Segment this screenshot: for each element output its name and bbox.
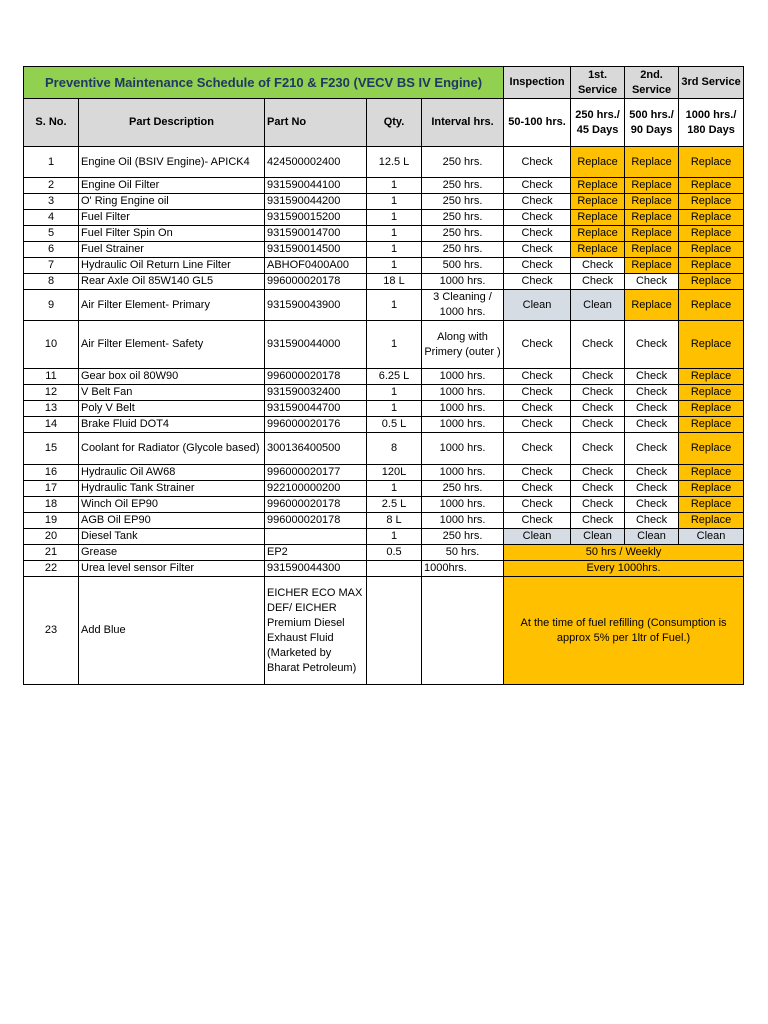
inspection-action: Check [504, 210, 571, 226]
interval: 500 hrs. [422, 258, 504, 274]
inspection-action: Check [504, 242, 571, 258]
second-service-action: Check [625, 481, 679, 497]
second-service-action: Check [625, 513, 679, 529]
quantity: 0.5 [367, 545, 422, 561]
part-number: 931590032400 [265, 385, 367, 401]
third-service-action: Replace [679, 194, 744, 210]
first-service-action: Check [571, 417, 625, 433]
interval: 1000 hrs. [422, 465, 504, 481]
second-service-action: Replace [625, 226, 679, 242]
part-description: Fuel Filter Spin On [79, 226, 265, 242]
second-service-action: Replace [625, 290, 679, 321]
quantity: 1 [367, 401, 422, 417]
quantity: 1 [367, 258, 422, 274]
part-description: Hydraulic Oil AW68 [79, 465, 265, 481]
table-row [24, 529, 744, 545]
schedule-title: Preventive Maintenance Schedule of F210 & F230 (VECV BS IV Engine) [24, 67, 504, 99]
serial-number: 13 [24, 401, 79, 417]
interval: 250 hrs. [422, 147, 504, 178]
part-number: 922100000200 [265, 481, 367, 497]
table-row [24, 497, 744, 513]
first-service-action: Check [571, 321, 625, 369]
serial-number: 18 [24, 497, 79, 513]
interval: 1000 hrs. [422, 513, 504, 529]
header-third-service: 3rd Service [679, 67, 744, 99]
table-row [24, 481, 744, 497]
interval: 1000 hrs. [422, 417, 504, 433]
table-row [24, 465, 744, 481]
serial-number: 7 [24, 258, 79, 274]
part-number: 996000020177 [265, 465, 367, 481]
table-row [24, 401, 744, 417]
table-row [24, 577, 744, 685]
third-service-action: Replace [679, 178, 744, 194]
first-service-action: Clean [571, 290, 625, 321]
inspection-action: Check [504, 147, 571, 178]
interval: 250 hrs. [422, 194, 504, 210]
quantity: 1 [367, 210, 422, 226]
interval: 1000 hrs. [422, 433, 504, 465]
inspection-action: Check [504, 497, 571, 513]
header-first-hrs: 250 hrs./ 45 Days [571, 99, 625, 147]
third-service-action: Replace [679, 321, 744, 369]
table-row [24, 545, 744, 561]
part-description: Hydraulic Oil Return Line Filter [79, 258, 265, 274]
quantity [367, 577, 422, 685]
first-service-action: Check [571, 274, 625, 290]
interval: 250 hrs. [422, 210, 504, 226]
table-row [24, 417, 744, 433]
part-number: EP2 [265, 545, 367, 561]
table-row [24, 369, 744, 385]
serial-number: 10 [24, 321, 79, 369]
header-interval: Interval hrs. [422, 99, 504, 147]
inspection-action: Check [504, 465, 571, 481]
third-service-action: Replace [679, 242, 744, 258]
serial-number: 20 [24, 529, 79, 545]
second-service-action: Check [625, 321, 679, 369]
third-service-action: Replace [679, 385, 744, 401]
quantity [367, 561, 422, 577]
service-note: Every 1000hrs. [504, 561, 744, 577]
third-service-action: Replace [679, 274, 744, 290]
interval: 1000 hrs. [422, 385, 504, 401]
quantity: 1 [367, 529, 422, 545]
quantity: 12.5 L [367, 147, 422, 178]
inspection-action: Check [504, 258, 571, 274]
interval: 250 hrs. [422, 226, 504, 242]
first-service-action: Clean [571, 529, 625, 545]
first-service-action: Replace [571, 147, 625, 178]
quantity: 1 [367, 321, 422, 369]
table-row [24, 385, 744, 401]
inspection-action: Check [504, 178, 571, 194]
inspection-action: Check [504, 513, 571, 529]
part-description: Air Filter Element- Primary [79, 290, 265, 321]
second-service-action: Check [625, 369, 679, 385]
quantity: 1 [367, 194, 422, 210]
header-inspection: Inspection [504, 67, 571, 99]
second-service-action: Check [625, 417, 679, 433]
part-number: 996000020178 [265, 274, 367, 290]
part-description: V Belt Fan [79, 385, 265, 401]
second-service-action: Check [625, 465, 679, 481]
second-service-action: Replace [625, 178, 679, 194]
table-row [24, 194, 744, 210]
table-row [24, 433, 744, 465]
part-description: Diesel Tank [79, 529, 265, 545]
maintenance-schedule-table [23, 66, 744, 685]
first-service-action: Check [571, 465, 625, 481]
part-number: 931590044100 [265, 178, 367, 194]
serial-number: 14 [24, 417, 79, 433]
third-service-action: Replace [679, 226, 744, 242]
column-header-row [24, 99, 744, 147]
part-number: 996000020178 [265, 513, 367, 529]
first-service-action: Check [571, 433, 625, 465]
quantity: 1 [367, 481, 422, 497]
part-number: 931590044700 [265, 401, 367, 417]
quantity: 0.5 L [367, 417, 422, 433]
serial-number: 16 [24, 465, 79, 481]
interval: 3 Cleaning / 1000 hrs. [422, 290, 504, 321]
first-service-action: Replace [571, 210, 625, 226]
inspection-action: Check [504, 321, 571, 369]
first-service-action: Replace [571, 178, 625, 194]
inspection-action: Clean [504, 290, 571, 321]
part-number: 931590044000 [265, 321, 367, 369]
third-service-action: Replace [679, 401, 744, 417]
table-row [24, 290, 744, 321]
interval: 250 hrs. [422, 481, 504, 497]
interval: 250 hrs. [422, 242, 504, 258]
inspection-action: Clean [504, 529, 571, 545]
serial-number: 1 [24, 147, 79, 178]
part-description: Coolant for Radiator (Glycole based) [79, 433, 265, 465]
third-service-action: Replace [679, 481, 744, 497]
first-service-action: Replace [571, 242, 625, 258]
part-number: 931590014500 [265, 242, 367, 258]
header-part-no: Part No [265, 99, 367, 147]
header-second-service: 2nd. Service [625, 67, 679, 99]
first-service-action: Check [571, 513, 625, 529]
table-row [24, 258, 744, 274]
serial-number: 8 [24, 274, 79, 290]
third-service-action: Replace [679, 497, 744, 513]
third-service-action: Replace [679, 210, 744, 226]
inspection-action: Check [504, 481, 571, 497]
part-number: 931590044200 [265, 194, 367, 210]
table-row [24, 147, 744, 178]
quantity: 1 [367, 226, 422, 242]
part-number: ABHOF0400A00 [265, 258, 367, 274]
serial-number: 4 [24, 210, 79, 226]
second-service-action: Check [625, 433, 679, 465]
part-description: Rear Axle Oil 85W140 GL5 [79, 274, 265, 290]
part-description: Air Filter Element- Safety [79, 321, 265, 369]
second-service-action: Replace [625, 242, 679, 258]
first-service-action: Check [571, 385, 625, 401]
quantity: 1 [367, 290, 422, 321]
quantity: 1 [367, 242, 422, 258]
interval: 250 hrs. [422, 529, 504, 545]
serial-number: 3 [24, 194, 79, 210]
part-number: 996000020178 [265, 497, 367, 513]
interval: 1000hrs. [422, 561, 504, 577]
table-row [24, 321, 744, 369]
quantity: 6.25 L [367, 369, 422, 385]
inspection-action: Check [504, 226, 571, 242]
third-service-action: Replace [679, 433, 744, 465]
serial-number: 11 [24, 369, 79, 385]
first-service-action: Check [571, 481, 625, 497]
serial-number: 5 [24, 226, 79, 242]
first-service-action: Check [571, 369, 625, 385]
inspection-action: Check [504, 274, 571, 290]
second-service-action: Replace [625, 147, 679, 178]
quantity: 1 [367, 385, 422, 401]
third-service-action: Replace [679, 417, 744, 433]
third-service-action: Replace [679, 513, 744, 529]
part-number: 996000020178 [265, 369, 367, 385]
second-service-action: Check [625, 497, 679, 513]
part-number: 300136400500 [265, 433, 367, 465]
interval: 1000 hrs. [422, 369, 504, 385]
first-service-action: Replace [571, 226, 625, 242]
inspection-action: Check [504, 385, 571, 401]
inspection-action: Check [504, 194, 571, 210]
part-description: Brake Fluid DOT4 [79, 417, 265, 433]
serial-number: 23 [24, 577, 79, 685]
first-service-action: Check [571, 401, 625, 417]
inspection-action: Check [504, 417, 571, 433]
header-third-hrs: 1000 hrs./ 180 Days [679, 99, 744, 147]
header-sno: S. No. [24, 99, 79, 147]
serial-number: 19 [24, 513, 79, 529]
header-inspection-hrs: 50-100 hrs. [504, 99, 571, 147]
second-service-action: Check [625, 385, 679, 401]
third-service-action: Replace [679, 369, 744, 385]
serial-number: 15 [24, 433, 79, 465]
header-second-hrs: 500 hrs./ 90 Days [625, 99, 679, 147]
table-row [24, 178, 744, 194]
quantity: 8 [367, 433, 422, 465]
part-number [265, 529, 367, 545]
third-service-action: Replace [679, 465, 744, 481]
part-description: O' Ring Engine oil [79, 194, 265, 210]
third-service-action: Replace [679, 290, 744, 321]
part-description: Engine Oil (BSIV Engine)- APICK4 [79, 147, 265, 178]
second-service-action: Replace [625, 194, 679, 210]
serial-number: 21 [24, 545, 79, 561]
serial-number: 6 [24, 242, 79, 258]
part-number: EICHER ECO MAX DEF/ EICHER Premium Diesel Exhaust Fluid (Marketed by Bharat Petroleum) [265, 577, 367, 685]
second-service-action: Replace [625, 258, 679, 274]
inspection-action: Check [504, 433, 571, 465]
second-service-action: Check [625, 401, 679, 417]
first-service-action: Check [571, 258, 625, 274]
part-description: Poly V Belt [79, 401, 265, 417]
serial-number: 22 [24, 561, 79, 577]
header-qty: Qty. [367, 99, 422, 147]
part-description: Fuel Filter [79, 210, 265, 226]
serial-number: 9 [24, 290, 79, 321]
interval: 1000 hrs. [422, 497, 504, 513]
part-description: Urea level sensor Filter [79, 561, 265, 577]
quantity: 8 L [367, 513, 422, 529]
third-service-action: Clean [679, 529, 744, 545]
third-service-action: Replace [679, 258, 744, 274]
part-number: 996000020176 [265, 417, 367, 433]
part-number: 931590043900 [265, 290, 367, 321]
first-service-action: Replace [571, 194, 625, 210]
inspection-action: Check [504, 369, 571, 385]
service-note: 50 hrs / Weekly [504, 545, 744, 561]
interval: 250 hrs. [422, 178, 504, 194]
part-description: Add Blue [79, 577, 265, 685]
serial-number: 17 [24, 481, 79, 497]
table-row [24, 561, 744, 577]
third-service-action: Replace [679, 147, 744, 178]
title-row [24, 67, 744, 99]
part-description: Gear box oil 80W90 [79, 369, 265, 385]
part-number: 424500002400 [265, 147, 367, 178]
header-first-service: 1st. Service [571, 67, 625, 99]
interval [422, 577, 504, 685]
interval: Along with Primery (outer ) [422, 321, 504, 369]
part-number: 931590014700 [265, 226, 367, 242]
interval: 50 hrs. [422, 545, 504, 561]
table-row [24, 226, 744, 242]
interval: 1000 hrs. [422, 401, 504, 417]
table-row [24, 274, 744, 290]
quantity: 120L [367, 465, 422, 481]
serial-number: 2 [24, 178, 79, 194]
table-row [24, 210, 744, 226]
part-number: 931590015200 [265, 210, 367, 226]
table-row [24, 513, 744, 529]
interval: 1000 hrs. [422, 274, 504, 290]
quantity: 18 L [367, 274, 422, 290]
part-description: Grease [79, 545, 265, 561]
serial-number: 12 [24, 385, 79, 401]
part-description: Engine Oil Filter [79, 178, 265, 194]
part-description: AGB Oil EP90 [79, 513, 265, 529]
second-service-action: Clean [625, 529, 679, 545]
inspection-action: Check [504, 401, 571, 417]
service-note: At the time of fuel refilling (Consumption is approx 5% per 1ltr of Fuel.) [504, 577, 744, 685]
quantity: 2.5 L [367, 497, 422, 513]
table-row [24, 242, 744, 258]
part-number: 931590044300 [265, 561, 367, 577]
second-service-action: Replace [625, 210, 679, 226]
part-description: Winch Oil EP90 [79, 497, 265, 513]
quantity: 1 [367, 178, 422, 194]
part-description: Hydraulic Tank Strainer [79, 481, 265, 497]
second-service-action: Check [625, 274, 679, 290]
first-service-action: Check [571, 497, 625, 513]
part-description: Fuel Strainer [79, 242, 265, 258]
header-part-description: Part Description [79, 99, 265, 147]
